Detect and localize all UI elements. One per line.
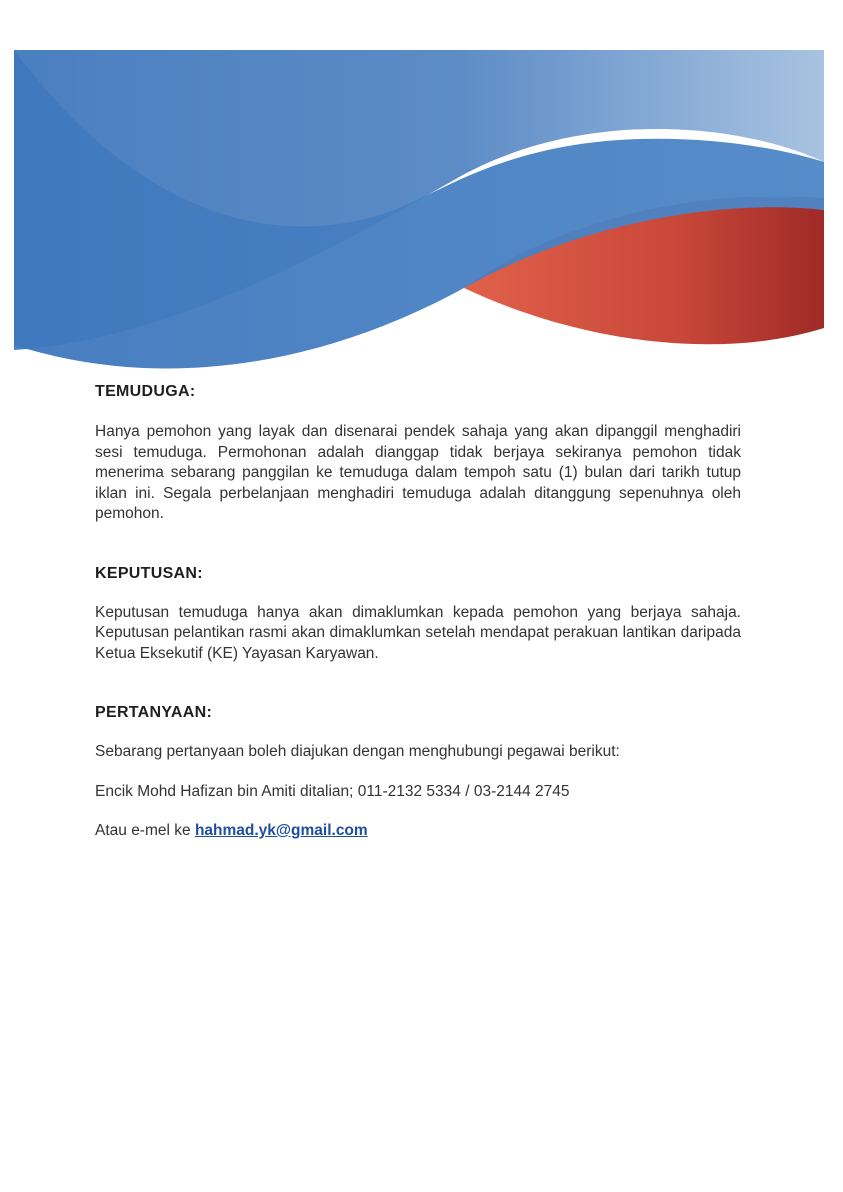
email-link[interactable]: hahmad.yk@gmail.com — [194, 822, 368, 839]
pertanyaan-heading: PERTANYAAN: — [95, 704, 213, 721]
temuduga-heading: TEMUDUGA: — [95, 383, 196, 400]
contact-line: Encik Mohd Hafizan bin Amiti ditalian; 011-2132 5334 / 03-2144 2745 — [95, 782, 570, 800]
email-line — [95, 821, 741, 842]
keputusan-heading: KEPUTUSAN: — [95, 564, 203, 582]
header-wave-banner — [14, 50, 824, 380]
temuduga-paragraph: Hanya pemohon yang layak dan disenarai pendek sahaja yang akan dipanggil menghadiri sesi temuduga. Permohonan adalah dianggap tidak berjaya sekiranya pemohon tidak menerima sebarang panggilan ke temuduga dalam tempoh satu (1) bulan dari tarikh tutup iklan ini. Segala perbelanjaan menghadiri temuduga adalah ditanggung sepenuhnya oleh pemohon. — [95, 423, 741, 522]
document-body — [95, 383, 741, 842]
pertanyaan-intro: Sebarang pertanyaan boleh diajukan dengan menghubungi pegawai berikut: — [95, 743, 620, 760]
email-prefix: Atau e-mel ke — [95, 822, 195, 839]
keputusan-paragraph: Keputusan temuduga hanya akan dimaklumkan kepada pemohon yang berjaya sahaja. Keputusan pelantikan rasmi akan dimaklumkan setelah mendapat perakuan lantikan daripada Ketua Eksekutif (KE) Yayasan Karyawan. — [95, 603, 741, 662]
